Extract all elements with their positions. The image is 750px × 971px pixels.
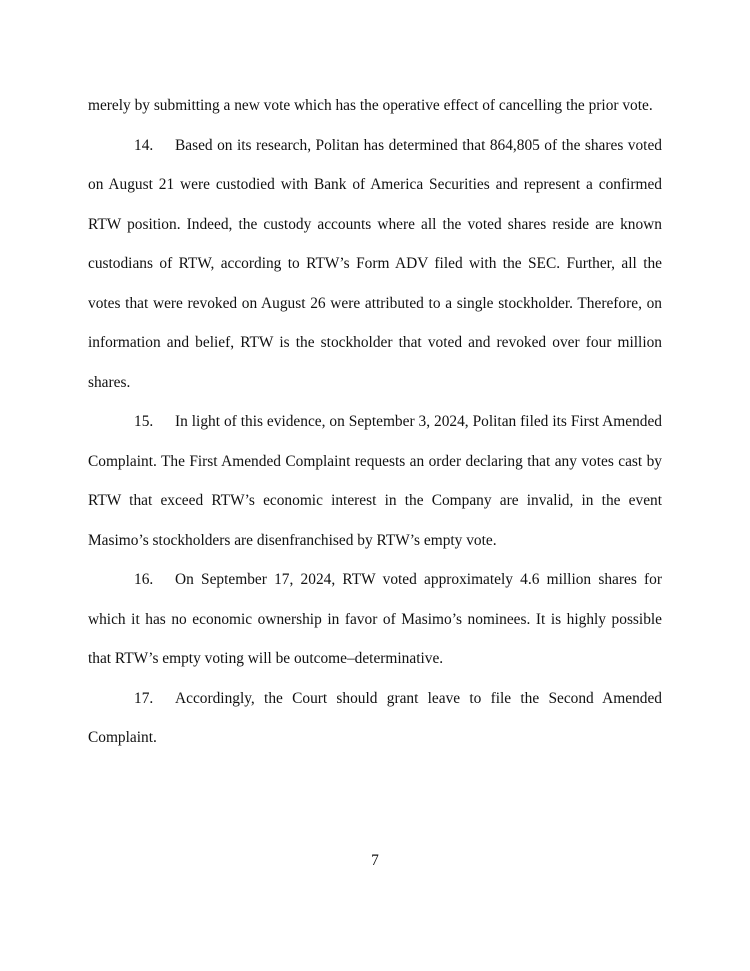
- paragraph-text: On September 17, 2024, RTW voted approximately 4.6 million shares for which it has no economic ownership in favor of Masimo’s nominees. It is highly possible that RTW’s empty voting will be outcome–determinative.: [88, 571, 662, 667]
- paragraph-17: [88, 679, 662, 758]
- paragraph-text: Accordingly, the Court should grant leave to file the Second Amended Complaint.: [88, 689, 662, 746]
- paragraph-16: [88, 560, 662, 679]
- page-number: 7: [371, 852, 379, 869]
- paragraph-number: 16.: [134, 571, 154, 588]
- paragraph-number: 15.: [134, 413, 154, 430]
- paragraph-15: [88, 402, 662, 560]
- paragraph-text: merely by submitting a new vote which has the operative effect of cancelling the prior vote.: [88, 97, 653, 114]
- paragraph-text: In light of this evidence, on September 3, 2024, Politan filed its First Amended Complaint. The First Amended Complaint requests an order declaring that any votes cast by RTW that exceed RTW’s economic interest in the Company are invalid, in the event Masimo’s stockholders are disenfranchised by RTW’s empty vote.: [88, 413, 662, 549]
- paragraph-14: [88, 126, 662, 403]
- body-text: [88, 86, 662, 758]
- paragraph-number: 14.: [134, 136, 154, 154]
- paragraph-continuation: [88, 86, 662, 126]
- paragraph-number: 17.: [134, 689, 154, 707]
- paragraph-text: Based on its research, Politan has determined that 864,805 of the shares voted on August 21 were custodied with Bank of America Securities and represent a confirmed RTW position. Indeed, the custody accounts where all the voted shares reside are known custodians of RTW, according to RTW’s Form ADV filed with the SEC. Further, all the votes that were revoked on August 26 were attributed to a single stockholder. Therefore, on information and belief, RTW is the stockholder that voted and revoked over four million shares.: [88, 136, 662, 391]
